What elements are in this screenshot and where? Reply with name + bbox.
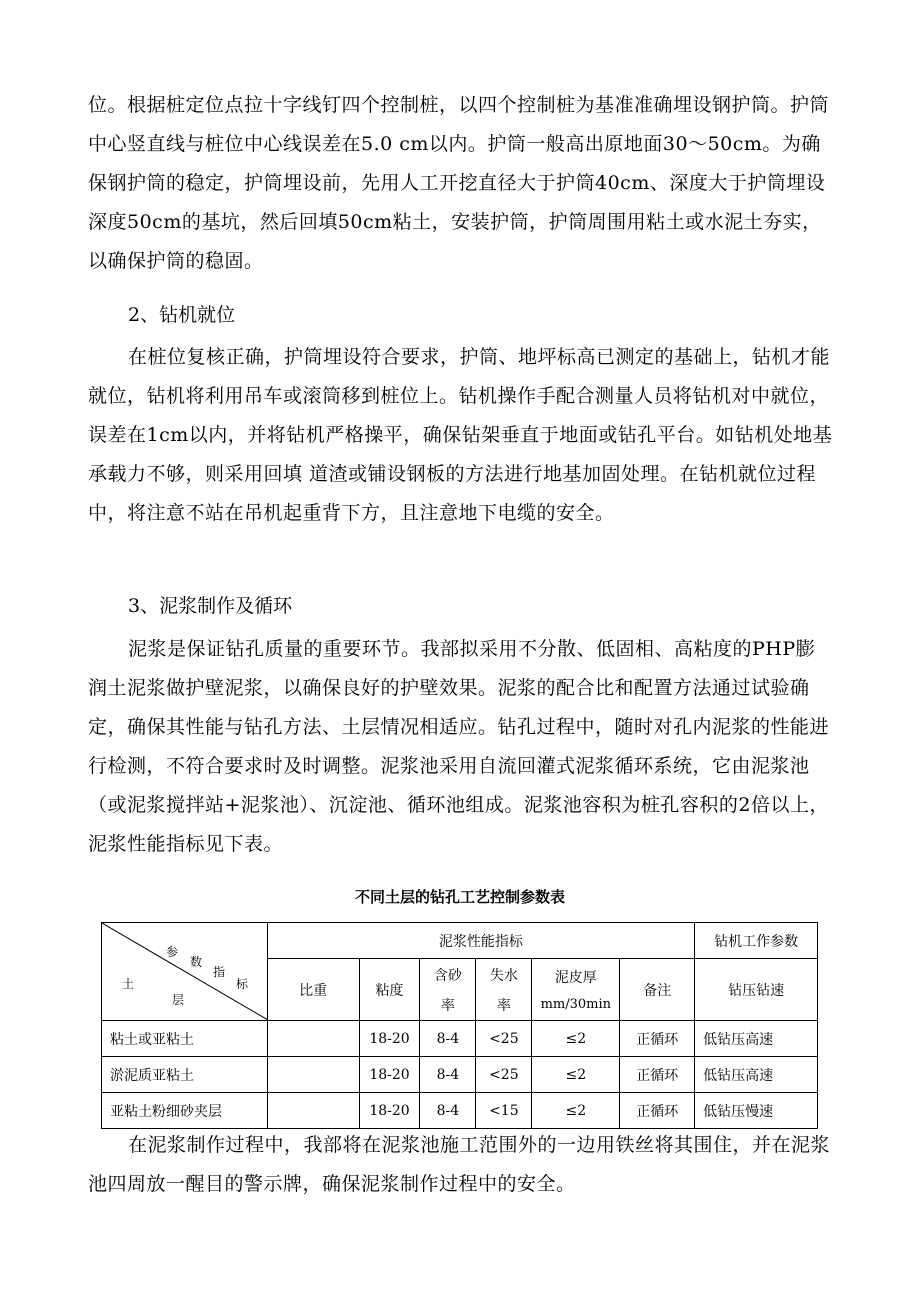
corner-label: 层 <box>172 993 185 1007</box>
header-line: 率 <box>496 997 511 1014</box>
paragraph-safety: 在泥浆制作过程中，我部将在泥浆池施工范围外的一边用铁丝将其围住，并在泥浆池四周放一醒目的警示牌，确保泥浆制作过程中的安全。 <box>88 1134 831 1195</box>
diagonal-line-icon <box>102 923 268 1020</box>
cell-drill: 低钻压慢速 <box>695 1093 818 1129</box>
header-sand-content <box>420 959 476 1021</box>
cell-note: 正循环 <box>620 1057 695 1093</box>
cell-cake: ≤2 <box>532 1057 620 1093</box>
corner-label: 数 <box>190 955 203 969</box>
header-line: 失水 <box>489 967 518 984</box>
header-mud-cake <box>532 959 620 1021</box>
cell-drill: 低钻压高速 <box>695 1021 818 1057</box>
header-line: 率 <box>440 997 455 1014</box>
group-header-mud: 泥浆性能指标 <box>267 923 694 959</box>
corner-label: 标 <box>236 977 249 991</box>
cell-note: 正循环 <box>620 1021 695 1057</box>
cell-viscosity: 18-20 <box>359 1021 420 1057</box>
cell-density <box>267 1021 359 1057</box>
group-header-drill: 钻机工作参数 <box>695 923 818 959</box>
header-line: 含砂 <box>433 967 462 984</box>
table-row <box>102 1057 818 1093</box>
cell-soil: 粘土或亚粘土 <box>102 1021 268 1057</box>
diagonal-corner-cell <box>102 923 268 1021</box>
cell-drill: 低钻压高速 <box>695 1057 818 1093</box>
paragraph-casing: 位。根据桩定位点拉十字线钉四个控制桩，以四个控制桩为基准准确埋设钢护筒。护筒中心竖直线与桩位中心线误差在5.0 cm以内。护筒一般高出原地面30～50cm。为确保钢护筒的稳定，护筒埋设前，先用人工开挖直径大于护筒40cm、深度大于护筒埋设深度50cm的基坑，然后回填50cm粘土，安装护筒，护筒周围用粘土或水泥土夯实，以确保护筒的稳固。 <box>88 94 830 272</box>
cell-soil: 淤泥质亚粘土 <box>102 1057 268 1093</box>
cell-viscosity: 18-20 <box>359 1093 420 1129</box>
cell-water: <25 <box>476 1021 532 1057</box>
header-density: 比重 <box>267 959 359 1021</box>
cell-cake: ≤2 <box>532 1093 620 1129</box>
cell-water: <15 <box>476 1093 532 1129</box>
paragraph-rig-positioning: 在桩位复核正确，护筒埋设符合要求，护筒、地坪标高已测定的基础上，钻机才能就位，钻机将利用吊车或滚筒移到桩位上。钻机操作手配合测量人员将钻机对中就位，误差在1cm以内，并将钻机严格操平，确保钻架垂直于地面或钻孔平台。如钻机处地基承载力不够，则采用回填 道渣或铺设钢板的方法进行地基加固处理。在钻机就位过程中，将注意不站在吊机起重背下方，且注意地下电缆的安全。 <box>88 346 833 524</box>
paragraph-mud-preparation: 泥浆是保证钻孔质量的重要环节。我部拟采用不分散、低固相、高粘度的PHP膨润土泥浆做护壁泥浆，以确保良好的护壁效果。泥浆的配合比和配置方法通过试验确定，确保其性能与钻孔方法、土层情况相适应。钻孔过程中，随时对孔内泥浆的性能进行检测，不符合要求时及时调整。泥浆池采用自流回灌式泥浆循环系统，它由泥浆池（或泥浆搅拌站+泥浆池）、沉淀池、循环池组成。泥浆池容积为桩孔容积的2倍以上，泥浆性能指标见下表。 <box>88 638 830 855</box>
cell-density <box>267 1057 359 1093</box>
header-water-loss <box>476 959 532 1021</box>
table-caption: 不同土层的钻孔工艺控制参数表 <box>354 888 565 906</box>
header-note: 备注 <box>620 959 695 1021</box>
cell-density <box>267 1093 359 1129</box>
heading-mud-preparation: 3、泥浆制作及循环 <box>128 595 293 617</box>
corner-label: 参 <box>166 945 179 959</box>
header-drill: 钻压钻速 <box>695 959 818 1021</box>
cell-cake: ≤2 <box>532 1021 620 1057</box>
heading-rig-positioning: 2、钻机就位 <box>128 304 236 326</box>
cell-sand: 8-4 <box>420 1093 476 1129</box>
mud-parameter-table <box>101 922 818 1129</box>
cell-note: 正循环 <box>620 1093 695 1129</box>
cell-water: <25 <box>476 1057 532 1093</box>
cell-sand: 8-4 <box>420 1057 476 1093</box>
cell-viscosity: 18-20 <box>359 1057 420 1093</box>
corner-label: 土 <box>122 977 135 991</box>
corner-label: 指 <box>213 965 226 979</box>
header-line: 泥皮厚 <box>554 970 597 986</box>
cell-soil: 亚粘土粉细砂夹层 <box>102 1093 268 1129</box>
table-header-row-1 <box>102 923 818 959</box>
table-row <box>102 1021 818 1057</box>
header-viscosity: 粘度 <box>359 959 420 1021</box>
header-line: mm/30min <box>540 997 612 1012</box>
table-row <box>102 1093 818 1129</box>
cell-sand: 8-4 <box>420 1021 476 1057</box>
